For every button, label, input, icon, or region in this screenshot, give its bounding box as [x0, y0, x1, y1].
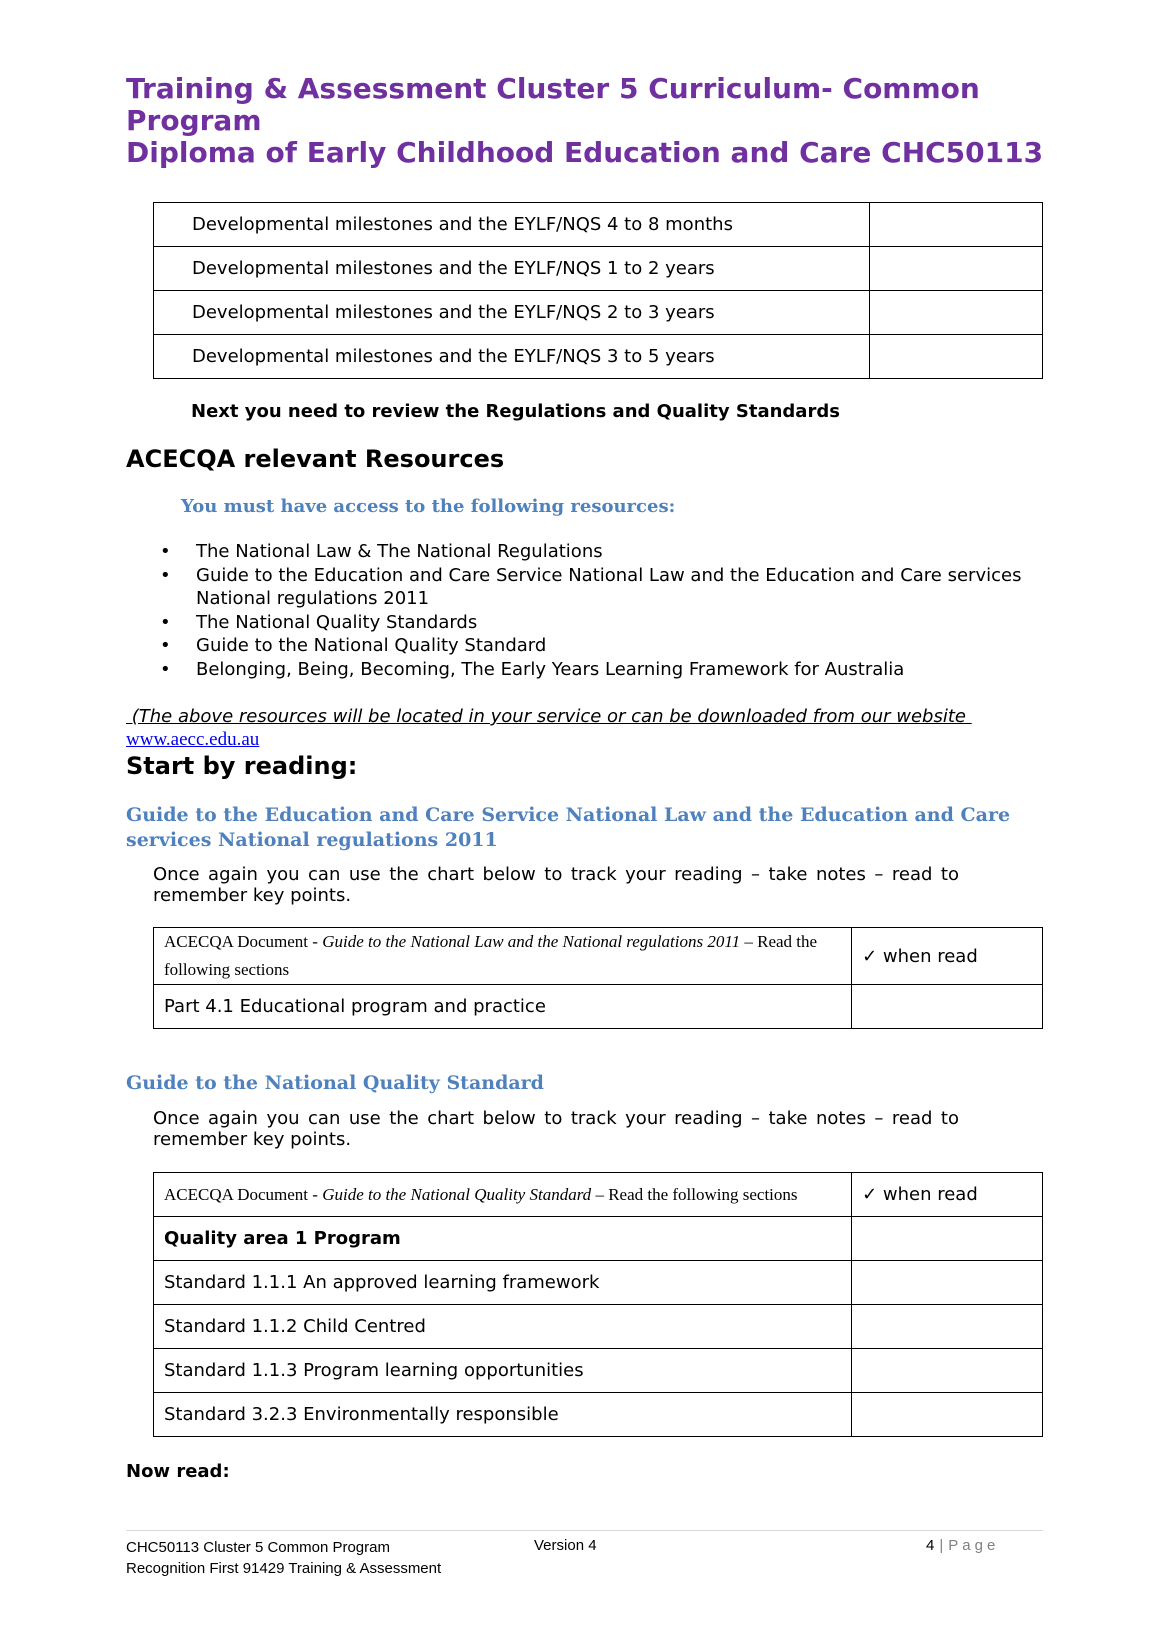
- table-row: [154, 247, 1043, 291]
- bullet-icon: •: [160, 658, 171, 680]
- page-title: [126, 73, 1046, 169]
- national-law-reading-table: [153, 927, 1043, 1029]
- resources-location-note: (The above resources will be located in your service or can be downloaded from our website: [126, 706, 972, 727]
- resources-subheading: You must have access to the following resources:: [181, 496, 676, 517]
- table-row: [154, 1217, 1043, 1261]
- document-label-cell: ACECQA Document - Guide to the National Quality Standard – Read the following sections: [154, 1173, 852, 1217]
- section-cell: Part 4.1 Educational program and practice: [154, 985, 852, 1029]
- checkbox-cell[interactable]: [852, 1261, 1043, 1305]
- bullet-icon: •: [160, 635, 171, 656]
- checkbox-cell[interactable]: [869, 291, 1042, 335]
- checkbox-cell[interactable]: [852, 1393, 1043, 1437]
- checkbox-cell[interactable]: [869, 335, 1042, 379]
- table-row: [154, 203, 1043, 247]
- footer-course-info: [126, 1537, 441, 1579]
- milestone-cell: Developmental milestones and the EYLF/NQS 1 to 2 years: [154, 247, 870, 291]
- footer-page-number: [926, 1537, 999, 1554]
- now-read-label: Now read:: [126, 1461, 230, 1482]
- list-item: • Guide to the Education and Care Service National Law and the Education and Care services National regulations 2011: [160, 564, 1022, 609]
- page-label: Page: [948, 1537, 1000, 1554]
- standard-cell: Standard 1.1.3 Program learning opportunities: [154, 1349, 852, 1393]
- table-row: [154, 335, 1043, 379]
- document-label-cell: ACECQA Document - Guide to the National Law and the National regulations 2011 – Read the following sections: [154, 928, 852, 985]
- bullet-icon: •: [160, 564, 171, 586]
- standard-cell: Standard 1.1.1 An approved learning framework: [154, 1261, 852, 1305]
- checkbox-cell[interactable]: [852, 985, 1043, 1029]
- nqs-guide-heading: Guide to the National Quality Standard: [126, 1072, 544, 1094]
- list-item: • Guide to the National Quality Standard: [160, 635, 547, 656]
- checkbox-cell[interactable]: [852, 1349, 1043, 1393]
- table-row: [154, 1261, 1043, 1305]
- milestone-cell: Developmental milestones and the EYLF/NQS 2 to 3 years: [154, 291, 870, 335]
- table-row: [154, 985, 1043, 1029]
- when-read-header: ✓ when read: [852, 1173, 1043, 1217]
- when-read-header: ✓ when read: [852, 928, 1043, 985]
- milestone-cell: Developmental milestones and the EYLF/NQS 3 to 5 years: [154, 335, 870, 379]
- table-row: [154, 1305, 1043, 1349]
- resources-list: [160, 540, 1040, 681]
- footer-provider-line: Recognition First 91429 Training & Assessment: [126, 1560, 442, 1577]
- checkbox-cell[interactable]: [869, 247, 1042, 291]
- checkbox-cell[interactable]: [869, 203, 1042, 247]
- standard-cell: Standard 1.1.2 Child Centred: [154, 1305, 852, 1349]
- bullet-icon: •: [160, 541, 171, 562]
- tracking-instructions: Once again you can use the chart below to track your reading – take notes – read to remember key points.: [153, 1108, 959, 1150]
- list-item: • The National Quality Standards: [160, 611, 478, 633]
- footer-divider: [126, 1530, 1043, 1531]
- milestones-table: [153, 202, 1043, 379]
- title-line-3: Diploma of Early Childhood Education and Care CHC50113: [126, 136, 1044, 169]
- table-row: [154, 1393, 1043, 1437]
- title-line-2: Program: [126, 104, 262, 137]
- checkbox-cell[interactable]: [852, 1217, 1043, 1261]
- page-separator: |: [939, 1537, 944, 1554]
- start-reading-heading: Start by reading:: [126, 752, 358, 780]
- table-header-row: [154, 928, 1043, 985]
- list-item: • Belonging, Being, Becoming, The Early Years Learning Framework for Australia: [160, 658, 905, 680]
- bullet-icon: •: [160, 611, 171, 633]
- footer-version: Version 4: [534, 1537, 597, 1554]
- milestone-cell: Developmental milestones and the EYLF/NQS 4 to 8 months: [154, 203, 870, 247]
- table-header-row: [154, 1173, 1043, 1217]
- table-row: [154, 1349, 1043, 1393]
- next-review-note: Next you need to review the Regulations and Quality Standards: [191, 401, 840, 422]
- nqs-reading-table: [153, 1172, 1043, 1437]
- page-number: 4: [926, 1537, 935, 1554]
- title-line-1: Training & Assessment Cluster 5 Curriculum- Common: [126, 72, 980, 105]
- table-row: [154, 291, 1043, 335]
- acecqa-heading: ACECQA relevant Resources: [126, 445, 505, 473]
- footer-course-line: CHC50113 Cluster 5 Common Program: [126, 1539, 390, 1556]
- quality-area-cell: Quality area 1 Program: [154, 1217, 852, 1261]
- standard-cell: Standard 3.2.3 Environmentally responsible: [154, 1393, 852, 1437]
- list-item: • The National Law & The National Regulations: [160, 541, 603, 562]
- checkbox-cell[interactable]: [852, 1305, 1043, 1349]
- tracking-instructions: Once again you can use the chart below to track your reading – take notes – read to remember key points.: [153, 864, 959, 906]
- national-law-guide-heading: Guide to the Education and Care Service National Law and the Education and Care services National regulations 2011: [126, 804, 1011, 851]
- website-link[interactable]: www.aecc.edu.au: [126, 729, 260, 750]
